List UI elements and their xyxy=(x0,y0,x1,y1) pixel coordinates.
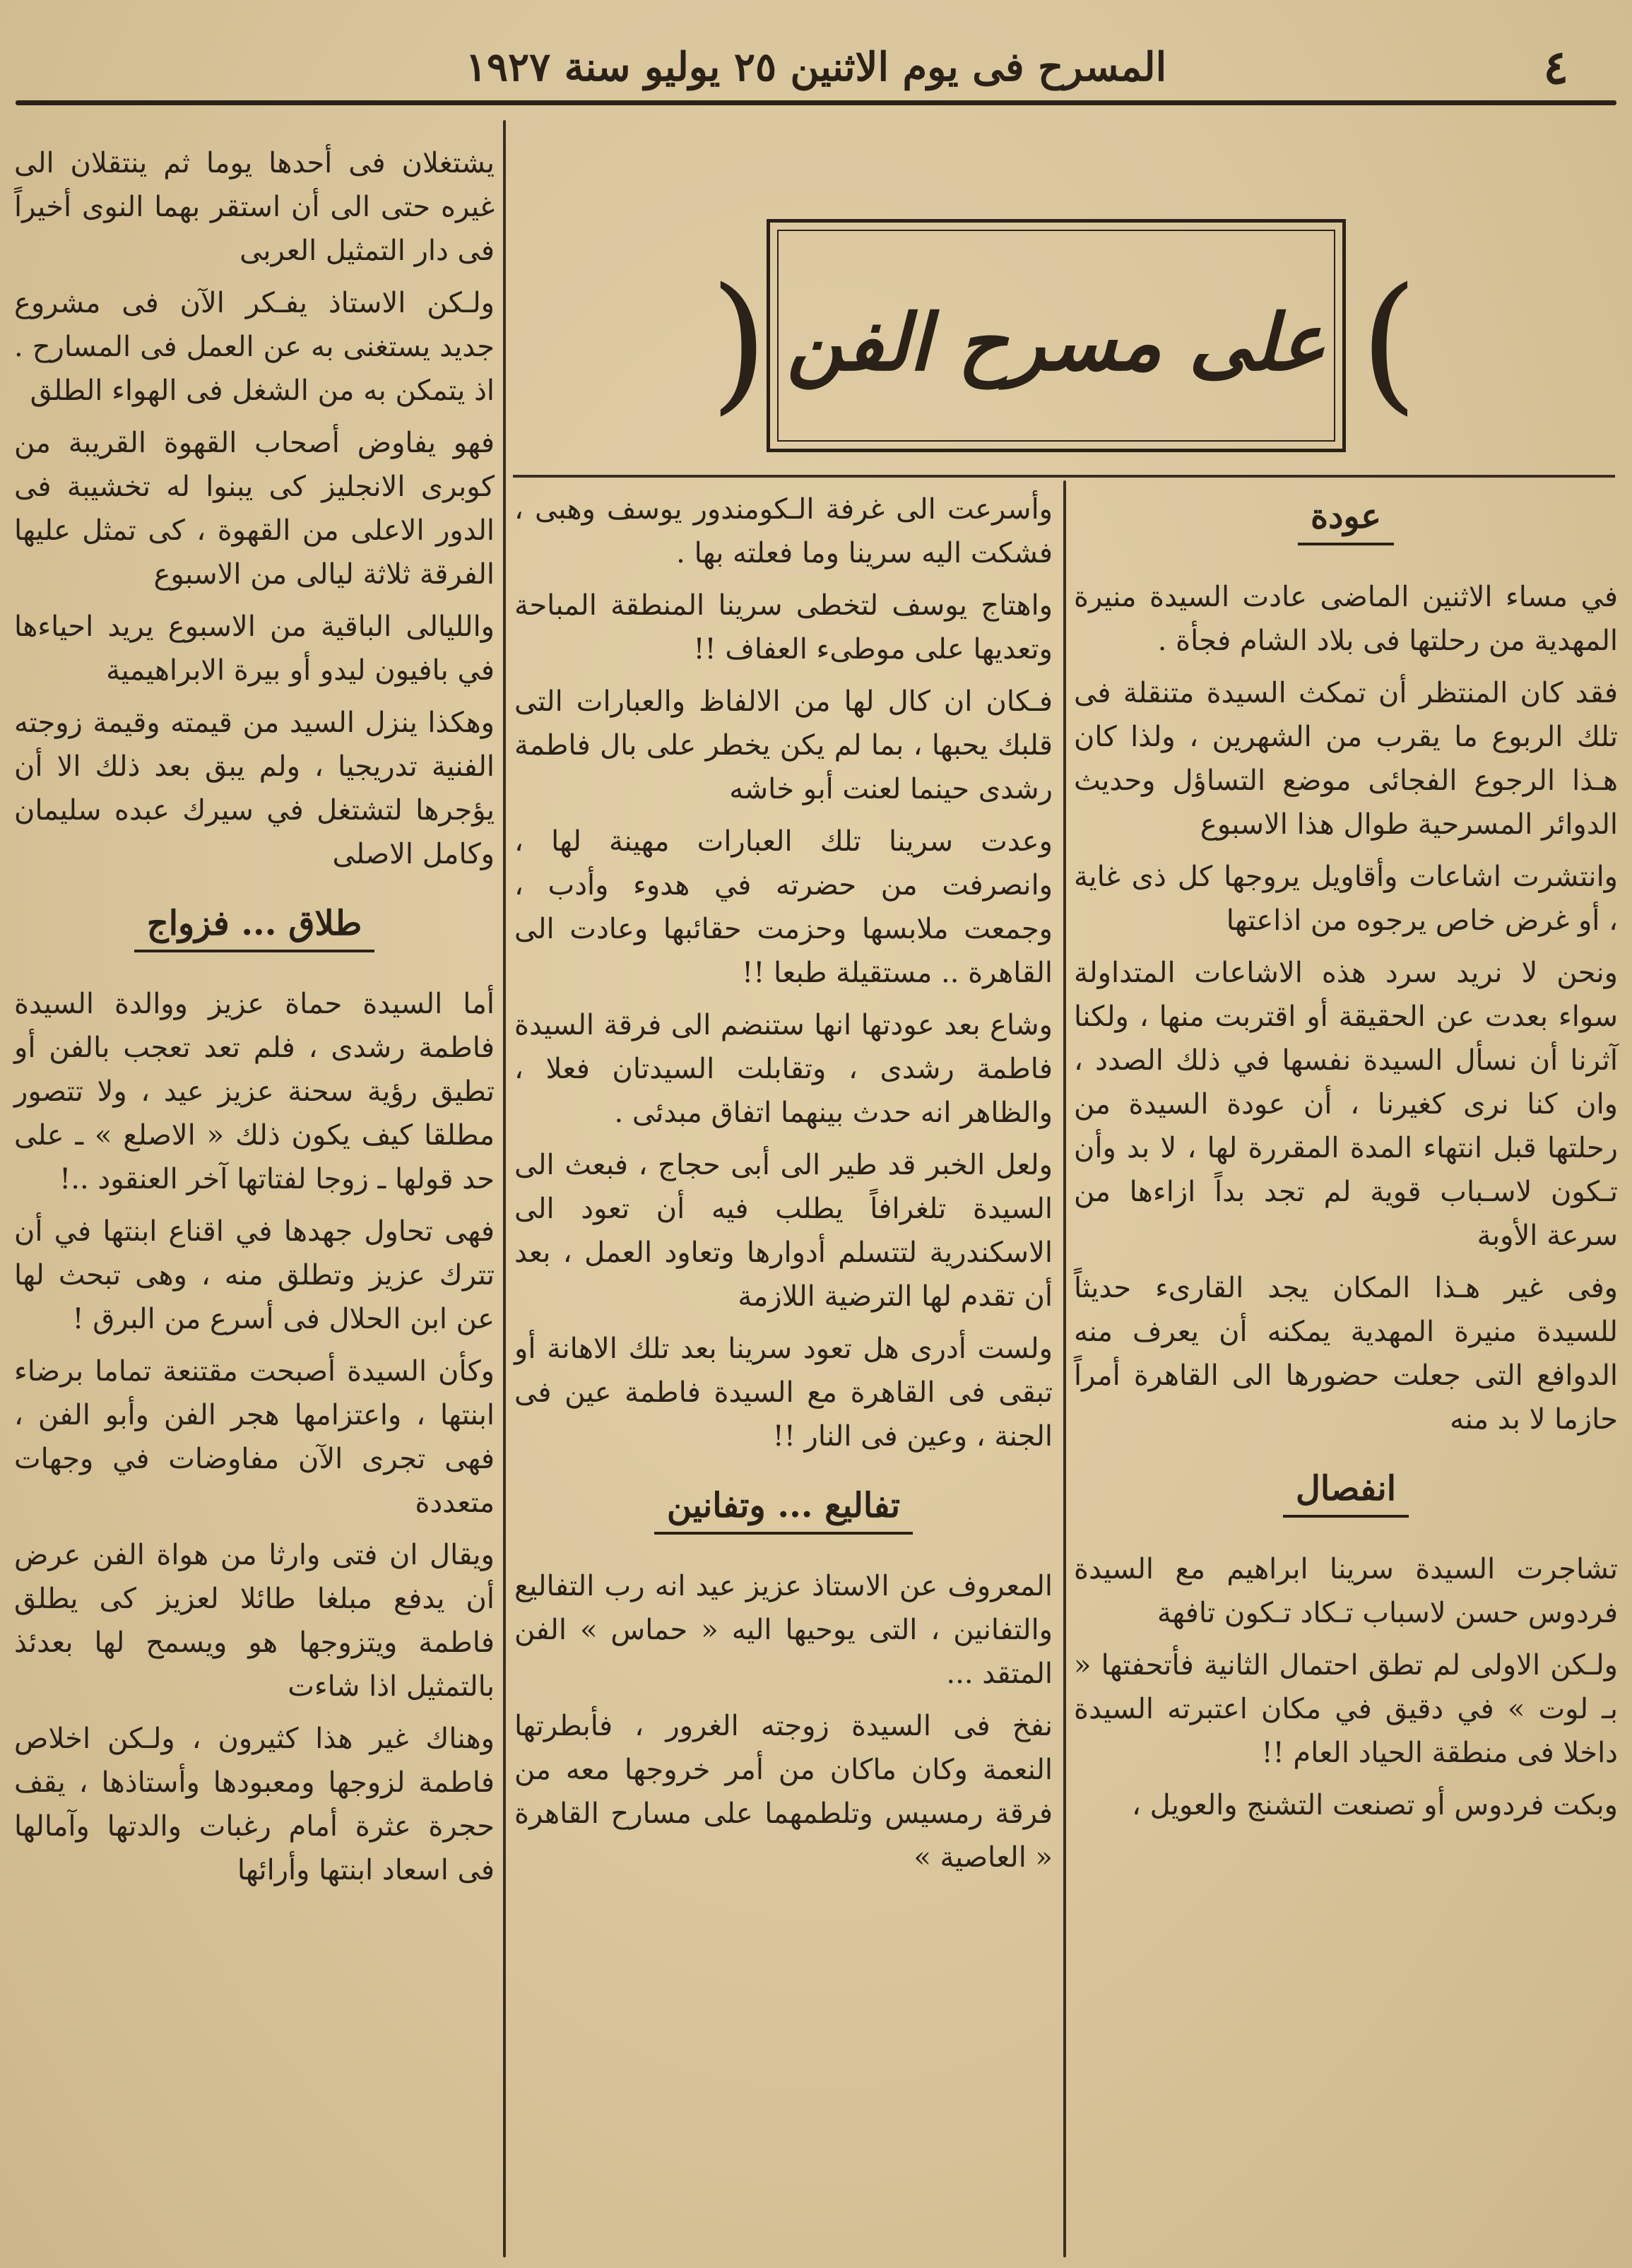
section-heading-text: طلاق ... فزواج xyxy=(134,902,375,952)
section-heading xyxy=(1074,1467,1618,1518)
header-title: المسرح فى يوم الاثنين ٢٥ يوليو سنة ١٩٢٧ xyxy=(465,44,1167,90)
article-paragraph: وهناك غير هذا كثيرون ، ولـكن اخلاص فاطمة لزوجها ومعبودها وأستاذها ، يقف حجرة عثرة أمام رغبات والدتها وآمالها فى اسعاد ابنتها وأرائها xyxy=(14,1723,495,1886)
article-paragraph: ونحن لا نريد سرد هذه الاشاعات المتداولة سواء بعدت عن الحقيقة أو اقتربت منها ، ولكنا آثرنا أن نسأل السيدة نفسها في ذلك الصدد ، وان كنا نرى كغيرنا ، أن عودة السيدة من رحلتها قبل انتهاء المدة المقررة لها ، لا بد وأن تـكون لاسـباب قوية لم تجد بداً ازاءها من سرعة الأوبة xyxy=(1074,957,1618,1252)
article-paragraph: وكأن السيدة أصبحت مقتنعة تماما برضاء ابنتها ، واعتزامها هجر الفن وأبو الفن ، فهى تجرى الآن مفاوضات في وجهات متعددة xyxy=(14,1355,495,1519)
page-number: ٤ xyxy=(1543,40,1568,95)
article-paragraph: نفخ فى السيدة زوجته الغرور ، فأبطرتها النعمة وكان ماكان من أمر خروجها معه من فرقة رمسيس وتلطمهما على مسارح القاهرة « العاصية » xyxy=(514,1710,1053,1874)
article-paragraph: فقد كان المنتظر أن تمكث السيدة متنقلة فى تلك الربوع ما يقرب من الشهرين ، ولذا كان هـذا الرجوع الفجائى موضع التساؤل وحديث الدوائر المسرحية طوال هذا الاسبوع xyxy=(1074,677,1618,841)
article-paragraph: فـكان ان كال لها من الالفاظ والعبارات التى قلبك يحبها ، بما لم يكن يخطر على بال فاطمة رشدى حينما لعنت أبو خاشه xyxy=(514,685,1053,805)
article-paragraph: تشاجرت السيدة سرينا ابراهيم مع السيدة فردوس حسن لاسباب تـكاد تـكون تافهة xyxy=(1074,1553,1618,1629)
title-bracket-left: ( xyxy=(710,256,768,429)
article-paragraph: واهتاج يوسف لتخطى سرينا المنطقة المباحة وتعديها على موطىء العفاف !! xyxy=(514,589,1053,666)
section-heading xyxy=(14,902,495,952)
article-paragraph: فهى تحاول جهدها في اقناع ابنتها في أن تترك عزيز وتطلق منه ، وهى تبحث لها عن ابن الحلال فى أسرع من البرق ! xyxy=(14,1215,495,1335)
section-heading-text: انفصال xyxy=(1283,1467,1409,1518)
section-heading-text: تفاليع ... وتفانين xyxy=(654,1484,913,1535)
article-paragraph: فهو يفاوض أصحاب القهوة القريبة من كوبرى الانجليز كى يبنوا له تخشيبة فى الدور الاعلى من القهوة ، كى تمثل عليها الفرقة ثلاثة ليالى من الاسبوع xyxy=(14,427,495,591)
article-paragraph: وهكذا ينزل السيد من قيمته وقيمة زوجته الفنية تدريجيا ، ولم يبق بعد ذلك الا أن يؤجرها لتشتغل في سيرك عبده سليمان وكامل الاصلى xyxy=(14,707,495,870)
article-paragraph: وفى غير هـذا المكان يجد القارىء حديثاً للسيدة منيرة المهدية يمكنه أن يعرف منه الدوافع التى جعلت حضورها الى القاهرة أمراً حازما لا بد منه xyxy=(1074,1272,1618,1436)
article-paragraph: ولـكن الاولى لم تطق احتمال الثانية فأتحفتها « بـ لوت » في دقيق في مكان اعتبرته السيدة داخلا فى منطقة الحياد العام !! xyxy=(1074,1649,1618,1769)
header-rule xyxy=(16,100,1616,105)
article-paragraph: وبكت فردوس أو تصنعت التشنج والعويل ، xyxy=(1131,1789,1618,1821)
article-paragraph: المعروف عن الاستاذ عزيز عيد انه رب التفاليع والتفانين ، التى يوحيها اليه « حماس » الفن المتقد ... xyxy=(514,1570,1053,1690)
article-paragraph: في مساء الاثنين الماضى عادت السيدة منيرة المهدية من رحلتها فى بلاد الشام فجأة . xyxy=(1074,581,1618,657)
column-left xyxy=(14,141,495,1901)
title-bottom-rule xyxy=(513,475,1615,478)
section-heading xyxy=(1074,495,1618,545)
article-paragraph: ولست أدرى هل تعود سرينا بعد تلك الاهانة أو تبقى فى القاهرة مع السيدة فاطمة عين فى الجنة ، وعين فى النار !! xyxy=(514,1333,1053,1453)
article-paragraph: يشتغلان فى أحدها يوما ثم ينتقلان الى غيره حتى الى أن استقر بهما النوى أخيراً فى دار التمثيل العربى xyxy=(14,147,495,267)
article-paragraph: ولعل الخبر قد طير الى أبى حجاج ، فبعث الى السيدة تلغرافاً يطلب فيه أن تعود الى الاسكندرية لتتسلم أدوارها وتعاود العمل ، بعد أن تقدم لها الترضية اللازمة xyxy=(514,1149,1053,1313)
article-paragraph: ويقال ان فتى وارثا من هواة الفن عرض أن يدفع مبلغا طائلا لعزيز كى يطلق فاطمة ويتزوجها هو ويسمح لها بعدئذ بالتمثيل اذا شاءت xyxy=(14,1539,495,1703)
feature-title: على مسرح الفن xyxy=(786,297,1326,388)
article-paragraph: وأسرعت الى غرفة الـكومندور يوسف وهبى ، فشكت اليه سرينا وما فعلته بها . xyxy=(514,493,1053,569)
feature-title-box xyxy=(767,219,1346,452)
section-heading xyxy=(514,1484,1053,1535)
column-rule-right xyxy=(1063,480,1066,2257)
article-paragraph: ولـكن الاستاذ يفـكر الآن فى مشروع جديد يستغنى به عن العمل فى المسارح . اذ يتمكن به من الشغل فى الهواء الطلق xyxy=(14,287,495,407)
article-paragraph: والليالى الباقية من الاسبوع يريد احياءها في بافيون ليدو أو بيرة الابراهيمية xyxy=(14,610,495,687)
column-rule-left xyxy=(503,120,506,2257)
article-paragraph: وانتشرت اشاعات وأقاويل يروجها كل ذى غاية ، أو غرض خاص يرجوه من اذاعتها xyxy=(1074,861,1618,937)
article-paragraph: وشاع بعد عودتها انها ستنضم الى فرقة السيدة فاطمة رشدى ، وتقابلت السيدتان فعلا ، والظاهر انه حدث بينهما اتفاق مبدئى . xyxy=(514,1009,1053,1129)
title-bracket-right: ) xyxy=(1360,256,1418,429)
page-header xyxy=(14,34,1618,105)
column-middle xyxy=(514,488,1053,1888)
section-heading-text: عودة xyxy=(1298,495,1394,545)
column-right xyxy=(1074,495,1618,1836)
article-paragraph: أما السيدة حماة عزيز ووالدة السيدة فاطمة رشدى ، فلم تعد تعجب بالفن أو تطيق رؤية سحنة عزيز عيد ، ولا تتصور مطلقا كيف يكون ذلك « الاصلع » ـ على حد قولها ـ زوجا لفتاتها آخر العنقود ..! xyxy=(14,988,495,1195)
article-paragraph: وعدت سرينا تلك العبارات مهينة لها ، وانصرفت من حضرته في هدوء وأدب ، وجمعت ملابسها وحزمت حقائبها وعادت الى القاهرة .. مستقيلة طبعا !! xyxy=(514,825,1053,989)
